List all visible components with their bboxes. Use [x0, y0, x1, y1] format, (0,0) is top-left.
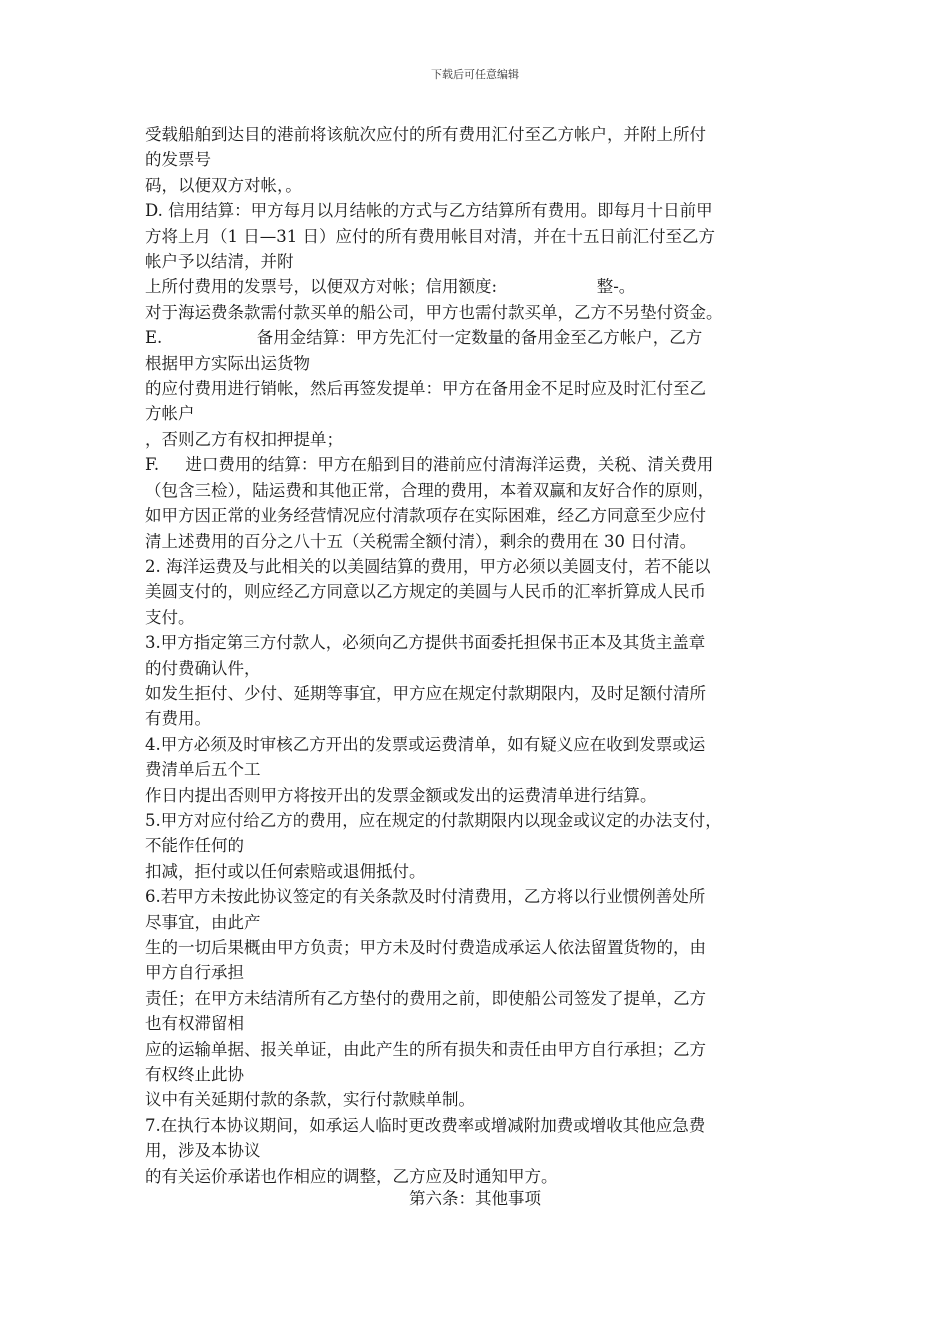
text-line: 5.甲方对应付给乙方的费用，应在规定的付款期限内以现金或议定的办法支付， [145, 810, 722, 830]
text-line: 6.若甲方未按此协议签定的有关条款及时付清费用，乙方将以行业惯例善处所 [145, 887, 706, 907]
text-line: 生的一切后果概由甲方负责；甲方未及时付费造成承运人依法留置货物的，由 [145, 938, 706, 957]
text-line: 对于海运费条款需付款买单的船公司，甲方也需付款买单，乙方不另垫付资金。 [145, 302, 723, 322]
text-line: D. 信用结算：甲方每月以月结帐的方式与乙方结算所有费用。即每月十日前甲 [145, 201, 713, 221]
text-line: 责任；在甲方未结清所有乙方垫付的费用之前，即使船公司签发了提单，乙方 [145, 988, 706, 1008]
text-line: 根据甲方实际出运货物 [145, 353, 310, 373]
text-line: 有权终止此协 [145, 1065, 244, 1085]
text-line: 费清单后五个工 [145, 760, 261, 780]
text-line: 甲方自行承担 [145, 963, 244, 983]
text-line: 3.甲方指定第三方付款人，必须向乙方提供书面委托担保书正本及其货主盖章 [145, 633, 706, 653]
text-line: 的应付费用进行销帐，然后再签发提单：甲方在备用金不足时应及时汇付至乙 [145, 379, 706, 399]
text-line: 帐户予以结清，并附 [145, 252, 294, 272]
text-line: 清上述费用的百分之八十五（关税需全额付清），剩余的费用在 30 日付清。 [145, 531, 697, 551]
text-line: 尽事宜，由此产 [145, 912, 261, 932]
text-line: E. 备用金结算：甲方先汇付一定数量的备用金至乙方帐户，乙方 [145, 328, 703, 348]
text-line: 不能作任何的 [145, 836, 244, 856]
text-line: 2. 海洋运费及与此相关的以美圆结算的费用，甲方必须以美圆支付，若不能以 [145, 556, 711, 576]
text-line: 4.甲方必须及时审核乙方开出的发票或运费清单，如有疑义应在收到发票或运 [145, 734, 706, 754]
text-line: 作日内提出否则甲方将按开出的发票金额或发出的运费清单进行结算。 [145, 785, 657, 805]
text-line: （包含三检），陆运费和其他正常，合理的费用，本着双赢和友好合作的原则， [145, 480, 715, 500]
text-line: 码，以便双方对帐，。 [145, 175, 302, 195]
text-line: ，否则乙方有权扣押提单； [145, 429, 343, 449]
text-line: 的付费确认件， [145, 658, 261, 678]
text-line: 美圆支付的，则应经乙方同意以乙方规定的美圆与人民币的汇率折算成人民币 [145, 582, 706, 602]
text-line: 议中有关延期付款的条款，实行付款赎单制。 [145, 1090, 475, 1110]
text-line: 有费用。 [145, 709, 211, 729]
text-line: 的有关运价承诺也作相应的调整，乙方应及时通知甲方。 [145, 1166, 558, 1186]
text-line: 上所付费用的发票号，以便双方对帐；信用额度: 整-。 [145, 277, 636, 297]
text-line: 如甲方因正常的业务经营情况应付清款项存在实际困难，经乙方同意至少应付 [145, 506, 706, 526]
text-line: F. 进口费用的结算：甲方在船到目的港前应付清海洋运费，关税、清关费用 [145, 455, 714, 475]
text-line: 方将上月（1 日—31 日）应付的所有费用帐目对清，并在十五日前汇付至乙方 [145, 226, 715, 246]
text-line: 方帐户 [145, 404, 195, 424]
text-line: 扣减，拒付或以任何索赔或退佣抵付。 [145, 861, 426, 881]
text-line: 支付。 [145, 607, 195, 627]
text-line: 应的运输单据、报关单证，由此产生的所有损失和责任由甲方自行承担；乙方 [145, 1039, 706, 1059]
header-note: 下载后可任意编辑 [431, 68, 519, 81]
text-line: 7.在执行本协议期间，如承运人临时更改费率或增减附加费或增收其他应急费 [145, 1115, 706, 1135]
section-title: 第六条：其他事项 [409, 1189, 541, 1208]
text-line: 用，涉及本协议 [145, 1141, 261, 1161]
text-line: 如发生拒付、少付、延期等事宜，甲方应在规定付款期限内，及时足额付清所 [145, 683, 706, 703]
text-line: 的发票号 [145, 150, 211, 170]
text-line: 也有权滞留相 [145, 1014, 244, 1034]
document-body [145, 122, 820, 1189]
text-line: 受载船舶到达目的港前将该航次应付的所有费用汇付至乙方帐户，并附上所付 [145, 125, 706, 144]
